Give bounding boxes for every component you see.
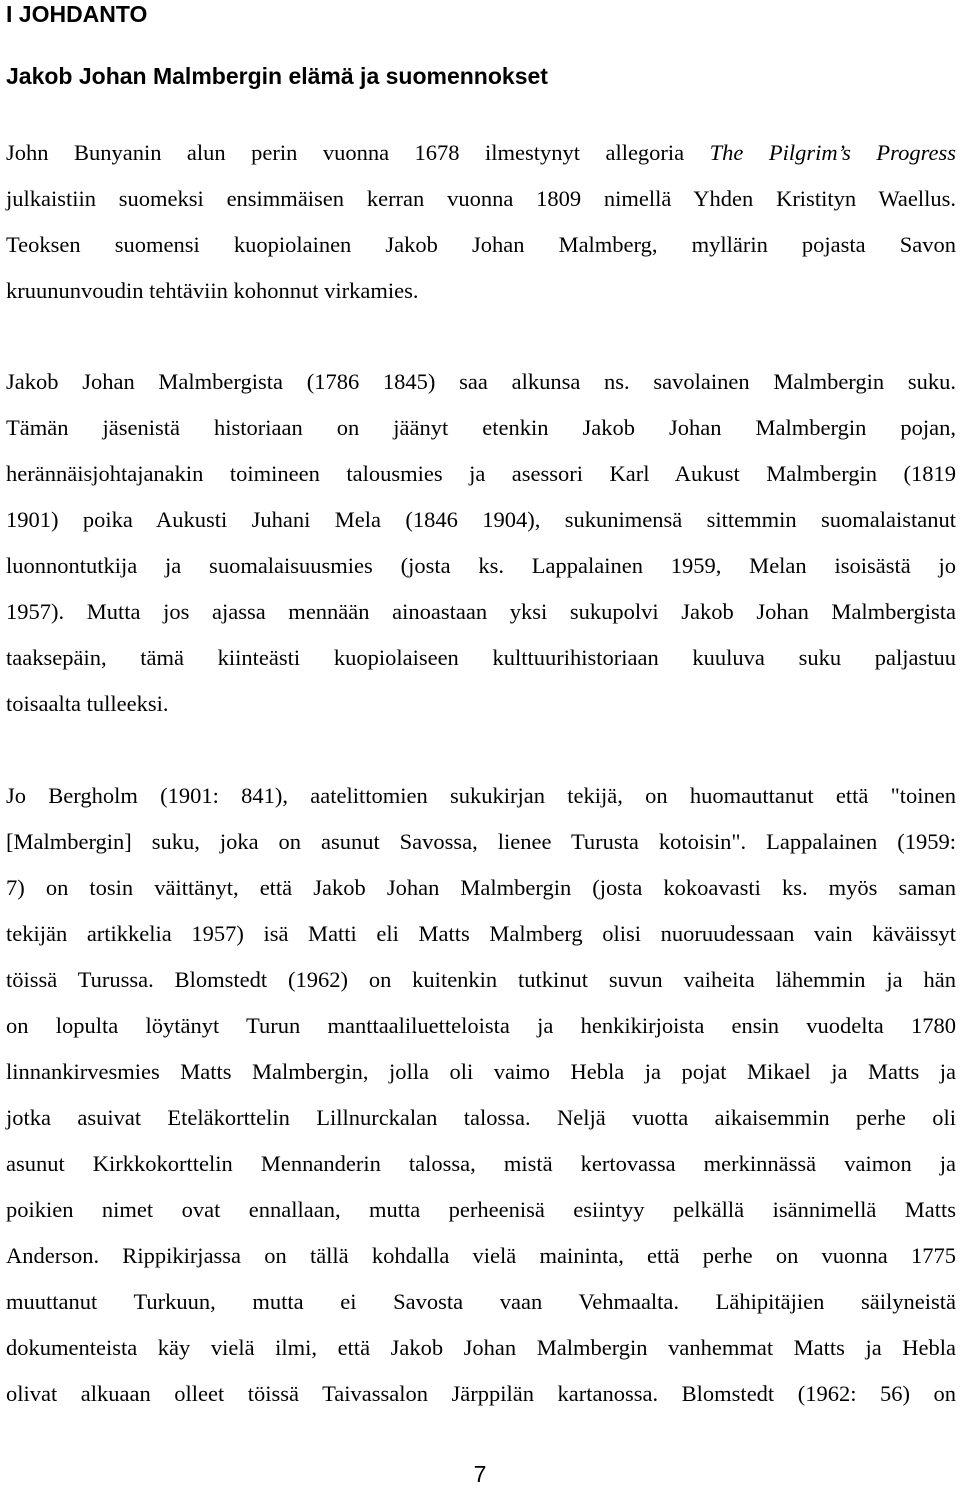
paragraph-3 bbox=[6, 773, 956, 1417]
text-line: toisaalta tulleeksi. bbox=[6, 691, 169, 716]
text-line: on lopulta löytänyt Turun manttaaliluetteloista ja henkikirjoista ensin vuodelta 1780 bbox=[6, 1013, 956, 1038]
page-number: 7 bbox=[473, 1461, 487, 1487]
text-line: kruununvoudin tehtäviin kohonnut virkamies. bbox=[6, 278, 419, 303]
text-line: olivat alkuaan olleet töissä Taivassalon Järppilän kartanossa. Blomstedt (1962: 56) on bbox=[6, 1381, 956, 1406]
document-page bbox=[6, 0, 956, 1485]
text-line: herännäisjohtajanakin toimineen talousmies ja asessori Karl Aukust Malmbergin (1819 bbox=[6, 461, 956, 486]
book-title: The Pilgrim’s Progress bbox=[709, 140, 956, 165]
paragraph-1 bbox=[6, 130, 956, 314]
text-line: Teoksen suomensi kuopiolainen Jakob Johan Malmberg, myllärin pojasta Savon bbox=[6, 232, 956, 257]
text-line: muuttanut Turkuun, mutta ei Savosta vaan Vehmaalta. Lähipitäjien säilyneistä bbox=[6, 1289, 956, 1314]
text-line: luonnontutkija ja suomalaisuusmies (josta ks. Lappalainen 1959, Melan isoisästä jo bbox=[6, 553, 956, 578]
text-line: dokumenteista käy vielä ilmi, että Jakob Johan Malmbergin vanhemmat Matts ja Hebla bbox=[6, 1335, 956, 1360]
text-line: poikien nimet ovat ennallaan, mutta perheenisä esiintyy pelkällä isännimellä Matts bbox=[6, 1197, 956, 1222]
text-line: 1957). Mutta jos ajassa mennään ainoastaan yksi sukupolvi Jakob Johan Malmbergista bbox=[6, 599, 956, 624]
text-line: Anderson. Rippikirjassa on tällä kohdalla vielä maininta, että perhe on vuonna 1775 bbox=[6, 1243, 956, 1268]
text-line bbox=[6, 130, 956, 176]
text-line: linnankirvesmies Matts Malmbergin, jolla oli vaimo Hebla ja pojat Mikael ja Matts ja bbox=[6, 1059, 956, 1084]
text-line: töissä Turussa. Blomstedt (1962) on kuitenkin tutkinut suvun vaiheita lähemmin ja hän bbox=[6, 967, 956, 992]
paragraph-2 bbox=[6, 359, 956, 727]
text-run: John Bunyanin alun perin vuonna 1678 ilmestynyt allegoria bbox=[6, 140, 710, 165]
text-line: Jo Bergholm (1901: 841), aatelittomien sukukirjan tekijä, on huomauttanut että "toinen bbox=[6, 783, 956, 808]
text-line: [Malmbergin] suku, joka on asunut Savossa, lienee Turusta kotoisin". Lappalainen (1959: bbox=[6, 829, 956, 854]
text-line: 7) on tosin väittänyt, että Jakob Johan Malmbergin (josta kokoavasti ks. myös saman bbox=[6, 875, 956, 900]
text-line: asunut Kirkkokorttelin Mennanderin talossa, mistä kertovassa merkinnässä vaimon ja bbox=[6, 1151, 956, 1176]
text-line: Tämän jäsenistä historiaan on jäänyt etenkin Jakob Johan Malmbergin pojan, bbox=[6, 415, 956, 440]
chapter-heading: I JOHDANTO bbox=[6, 1, 148, 27]
text-line: tekijän artikkelia 1957) isä Matti eli Matts Malmberg olisi nuoruudessaan vain käväissyt bbox=[6, 921, 956, 946]
text-line: jotka asuivat Eteläkorttelin Lillnurckalan talossa. Neljä vuotta aikaisemmin perhe oli bbox=[6, 1105, 956, 1130]
text-line: Jakob Johan Malmbergista (1786 1845) saa alkunsa ns. savolainen Malmbergin suku. bbox=[6, 369, 956, 394]
section-heading: Jakob Johan Malmbergin elämä ja suomennokset bbox=[6, 63, 548, 89]
text-line: 1901) poika Aukusti Juhani Mela (1846 1904), sukunimensä sittemmin suomalaistanut bbox=[6, 507, 956, 532]
text-line: julkaistiin suomeksi ensimmäisen kerran vuonna 1809 nimellä Yhden Kristityn Waellus. bbox=[6, 186, 956, 211]
text-line: taaksepäin, tämä kiinteästi kuopiolaiseen kulttuurihistoriaan kuuluva suku paljastuu bbox=[6, 645, 956, 670]
